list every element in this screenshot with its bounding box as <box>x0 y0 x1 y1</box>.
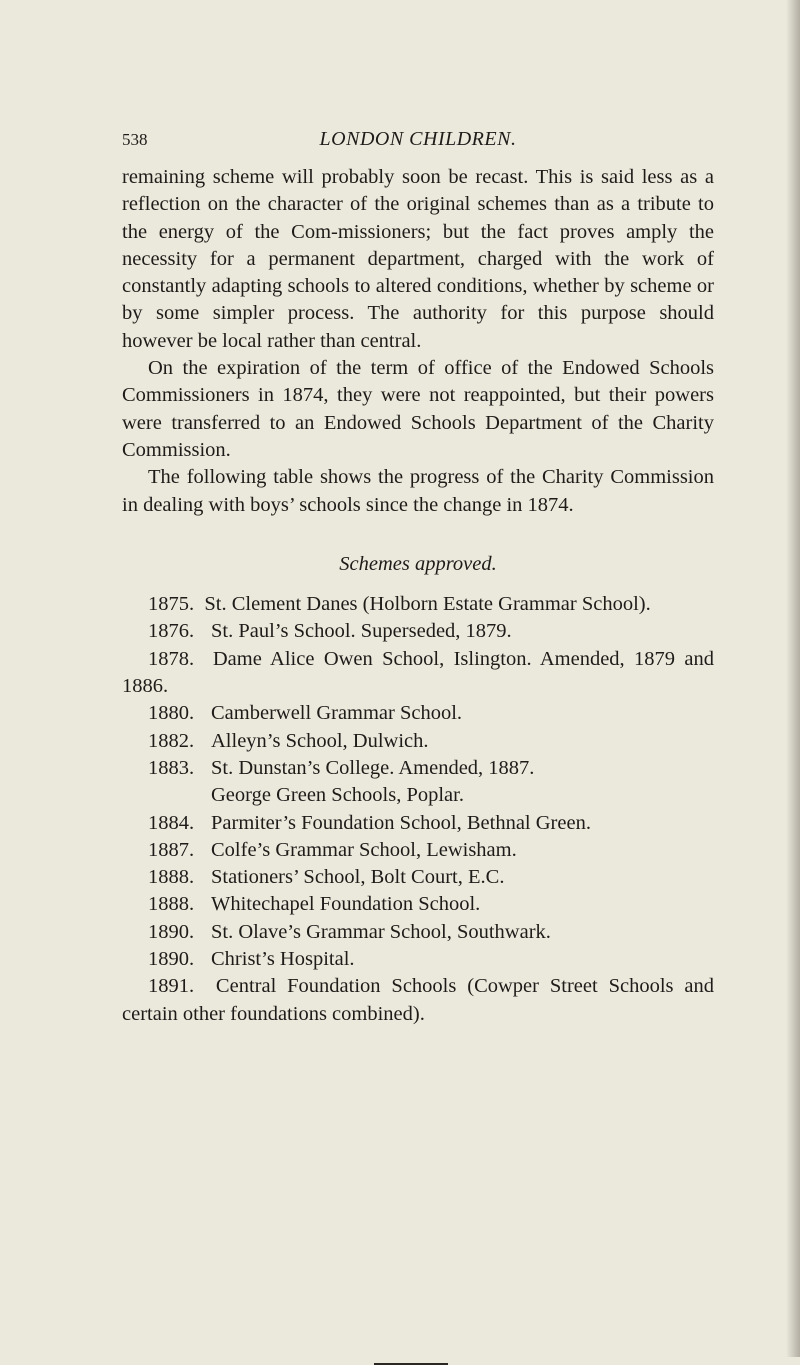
entry-year: 1890. <box>148 920 195 943</box>
entry-year: 1890. <box>148 948 195 971</box>
paragraph: On the expiration of the term of office of the Endowed Schools Commissioners in 1874, they were not reappointed, but their powers were transferred to an Endowed Schools Department of the Charity Commission. <box>122 357 714 461</box>
list-item <box>122 810 714 837</box>
list-item <box>122 782 714 809</box>
list-item <box>122 728 714 755</box>
entry-year: 1884. <box>148 811 195 834</box>
list-item <box>122 837 714 864</box>
entry-text: St. Olave’s Grammar School, Southwark. <box>211 920 551 943</box>
entry-text: Alleyn’s School, Dulwich. <box>211 729 429 752</box>
entry-year: 1888. <box>148 893 195 916</box>
entry-year: 1880. <box>148 702 195 725</box>
entry-text: Dame Alice Owen School, Islington. Amended, 1879 and 1886. <box>122 647 715 698</box>
page-header <box>122 128 714 158</box>
page-edge-shadow <box>786 0 800 1357</box>
entry-year: 1888. <box>148 866 195 889</box>
entry-text: Christ’s Hospital. <box>211 948 355 971</box>
list-item <box>122 946 714 973</box>
entry-year: 1883. <box>148 756 195 779</box>
list-item <box>122 646 714 701</box>
entry-year: 1878. <box>148 647 195 670</box>
entry-year: 1887. <box>148 838 195 861</box>
list-item <box>122 973 714 1028</box>
page-number: 538 <box>122 130 148 149</box>
entry-text: Central Foundation Schools (Cowper Street Schools and certain other foundations combined). <box>122 975 714 1025</box>
entry-text: Parmiter’s Foundation School, Bethnal Green. <box>211 811 591 834</box>
entry-year: 1875. <box>148 593 195 616</box>
entry-text: Colfe’s Grammar School, Lewisham. <box>211 838 517 861</box>
entry-text: St. Clement Danes (Holborn Estate Grammar School). <box>204 593 651 616</box>
list-item <box>122 919 714 946</box>
section-title: Schemes approved. <box>339 552 497 575</box>
list-item <box>122 618 714 645</box>
body-text <box>122 164 714 1028</box>
entry-text: St. Dunstan’s College. Amended, 1887. <box>211 756 535 779</box>
entry-year: 1891. <box>148 975 195 998</box>
entry-text: Stationers’ School, Bolt Court, E.C. <box>211 866 505 889</box>
running-title: LONDON CHILDREN. <box>319 128 517 150</box>
entry-year <box>148 782 211 809</box>
entry-text: Camberwell Grammar School. <box>211 702 463 725</box>
entry-year: 1882. <box>148 729 195 752</box>
paragraph: The following table shows the progress of the Charity Commission in dealing with boys’ schools since the change in 1874. <box>122 466 714 516</box>
paragraph: remaining scheme will probably soon be recast. This is said less as a reflection on the character of the original schemes than as a tribute to the energy of the Com-missioners; but the fact proves amply the necessity for a permanent department, charged with the work of constantly adapting schools to altered conditions, whether by scheme or by some simpler process. The authority for this purpose should however be local rather than central. <box>122 166 714 352</box>
list-item <box>122 864 714 891</box>
entry-text: George Green Schools, Poplar. <box>211 784 464 807</box>
list-item <box>122 700 714 727</box>
entry-year: 1876. <box>148 620 195 643</box>
list-item <box>122 891 714 918</box>
entry-text: St. Paul’s School. Superseded, 1879. <box>211 620 512 643</box>
schemes-list <box>122 591 714 1028</box>
list-item <box>122 591 714 618</box>
entry-text: Whitechapel Foundation School. <box>211 893 481 916</box>
list-item <box>122 755 714 782</box>
